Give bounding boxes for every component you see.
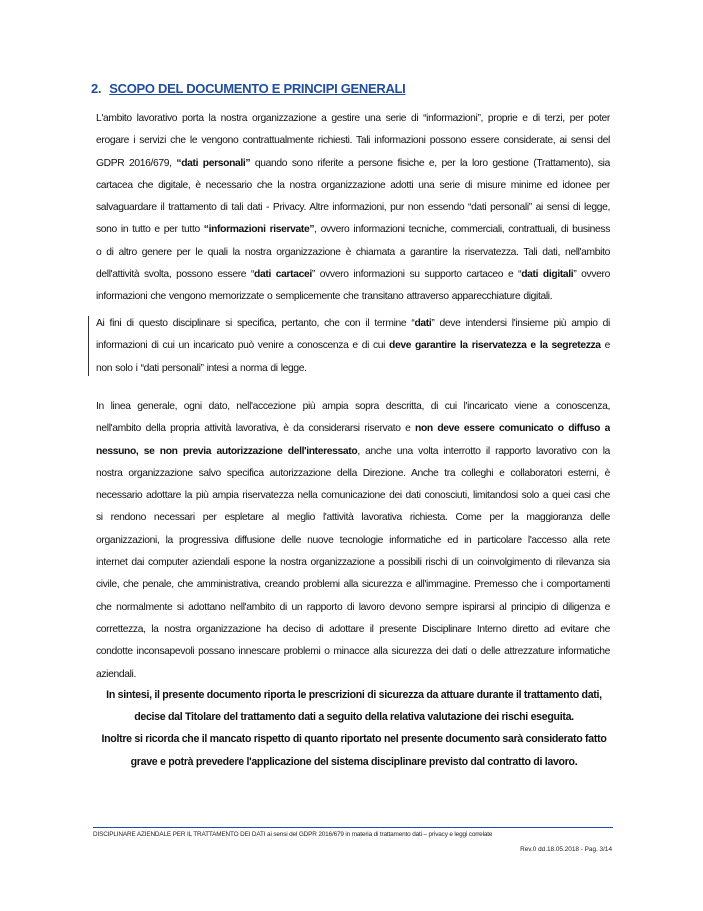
footer-divider	[93, 827, 613, 828]
bold-term: dati	[414, 318, 432, 329]
paragraph-line: nessuno, se non previa autorizzazione dell'interessato, anche una volta interrotto il rapporto lavorativo con la	[96, 445, 610, 457]
paragraph-line: cartacea che digitale, è necessario che la nostra organizzazione adotti una serie di misure minime ed idonee per	[96, 179, 610, 191]
paragraph-line: Ai fini di questo disciplinare si specifica, pertanto, che con il termine “dati” deve intendersi l'insieme più ampio di	[96, 318, 610, 329]
paragraph-line: organizzazioni, la progressiva diffusione delle nuove tecnologie informatiche ed in particolare l'accesso alla rete	[96, 534, 610, 546]
paragraph-line: aziendali.	[96, 668, 137, 680]
paragraph-line: o di altro genere per le quali la nostra organizzazione è chiamata a garantire la riservatezza. Tali dati, nell'ambito	[96, 246, 610, 258]
paragraph-line: nell'ambito della propria attività lavorativa, è da considerarsi riservato e non deve essere comunicato o diffuso a	[96, 423, 610, 435]
paragraph-line: non solo i “dati personali” intesi a norma di legge.	[96, 362, 307, 374]
paragraph-intro	[96, 108, 610, 309]
paragraph-line: correttezza, la nostra organizzazione ha deciso di adottare il presente Disciplinare Interno diretto ad evitare che	[96, 623, 610, 635]
footer-page-info: Rev.0 dd.18.05.2018 - Pag. 3/14	[520, 846, 612, 853]
paragraph-definition	[96, 313, 610, 380]
summary-line: decise dal Titolare del trattamento dati a seguito della relativa valutazione dei rischi eseguita.	[134, 711, 574, 724]
bold-term: non deve essere comunicato o diffuso a	[415, 423, 610, 435]
summary-line: In sintesi, il presente documento riporta le prescrizioni di sicurezza da attuare durante il trattamento dati,	[106, 689, 602, 701]
footer-title: DISCIPLINARE AZIENDALE PER IL TRATTAMENTO DEI DATI ai sensi del GDPR 2016/679 in materia di trattamento dati – privacy e leggi correlate	[93, 831, 493, 838]
summary-line: grave e potrà prevedere l'applicazione del sistema disciplinare previsto dal contratto di lavoro.	[130, 755, 578, 768]
section-heading	[91, 81, 406, 96]
bold-term: dati digitali	[521, 269, 574, 281]
paragraph-line: si rendono necessari per espletare al meglio l'attività lavorativa richiesta. Come per la maggioranza delle	[96, 512, 610, 524]
section-number: 2.	[91, 81, 102, 96]
bold-term: “informazioni riservate”	[203, 224, 315, 236]
paragraph-line: nostra organizzazione salvo specifica autorizzazione della Direzione. Anche tra colleghi e collaboratori esterni, è	[96, 467, 610, 479]
paragraph-line: dell'attività svolta, possono essere “dati cartacei” ovvero informazioni su supporto cartaceo e “dati digitali” ovvero	[96, 269, 610, 281]
bold-term: dati cartacei	[254, 269, 312, 281]
section-title: SCOPO DEL DOCUMENTO E PRINCIPI GENERALI	[109, 81, 406, 96]
bold-term: deve garantire la riservatezza e la segretezza	[389, 340, 601, 352]
paragraph-line: informazioni di cui un incaricato può venire a conoscenza e di cui deve garantire la riservatezza e la segretezza e	[96, 340, 610, 352]
paragraph-general	[96, 396, 610, 686]
paragraph-line: In linea generale, ogni dato, nell'accezione più ampia sopra descritta, di cui l'incaricato viene a conoscenza,	[96, 401, 610, 412]
paragraph-line: necessario adottare la più ampia riservatezza nella comunicazione dei dati conosciuti, limitandosi solo a quei casi che	[96, 490, 610, 502]
bold-term: “dati personali”	[176, 157, 251, 169]
paragraph-line: GDPR 2016/679, “dati personali” quando sono riferite a persone fisiche e, per la loro gestione (Trattamento), sia	[96, 157, 610, 169]
paragraph-line: civile, che penale, che amministrativa, creando problemi alla sicurezza e all'immagine. Premesso che i comportamenti	[96, 579, 610, 591]
summary-line: Inoltre si ricorda che il mancato rispetto di quanto riportato nel presente documento sarà considerato fatto	[101, 733, 607, 746]
paragraph-line: L'ambito lavorativo porta la nostra organizzazione a gestire una serie di “informazioni”, proprie e di terzi, per poter	[96, 113, 610, 124]
bold-term: se non previa autorizzazione dell'interessato	[143, 445, 358, 457]
paragraph-line: internet dai computer aziendali espone la nostra organizzazione a possibili rischi di un coinvolgimento di rilevanza sia	[96, 557, 610, 569]
summary-block	[90, 684, 618, 773]
change-bar	[88, 316, 89, 376]
paragraph-line: condotte inconsapevoli possano innescare problemi o minacce alla sicurezza dei dati o delle attrezzature informatiche	[96, 646, 610, 658]
bold-term: nessuno	[96, 445, 136, 457]
paragraph-line: salvaguardare il trattamento di tali dati - Privacy. Altre informazioni, pur non essendo “dati personali” ai sensi di legge,	[96, 202, 610, 214]
paragraph-line: sono in tutto e per tutto “informazioni riservate”, ovvero informazioni tecniche, commerciali, contrattuali, di business	[96, 224, 610, 236]
paragraph-line: informazioni che vengono memorizzate o semplicemente che transitano attraverso apparecchiature digitali.	[96, 291, 553, 303]
paragraph-line: erogare i servizi che le vengono contrattualmente richiesti. Tali informazioni possono essere considerate, ai sensi del	[96, 135, 610, 147]
paragraph-line: che normalmente si adottano nell'ambito di un rapporto di lavoro devono sempre ispirarsi al principio di diligenza e	[96, 601, 610, 613]
